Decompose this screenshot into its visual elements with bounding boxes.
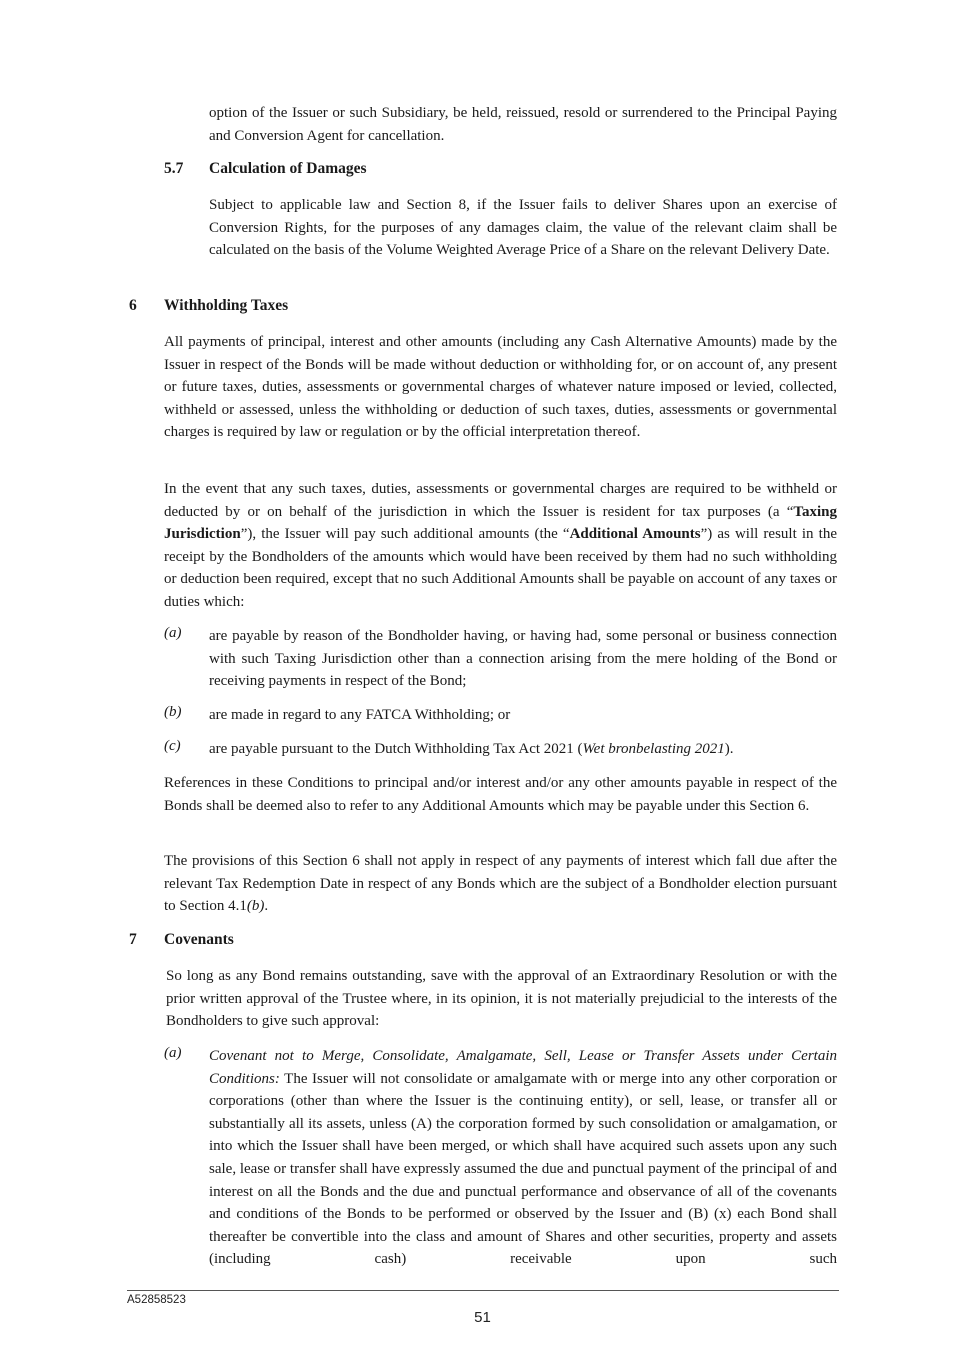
section-6-number: 6 xyxy=(129,297,137,314)
item-6-a: are payable by reason of the Bondholder having, or having had, some personal or business connection with such Taxing Jurisdiction other than a connection arising from the mere holding of the Bond or receiving payments in respect of the Bond; xyxy=(209,628,837,690)
item-6-c xyxy=(209,738,837,761)
item-6-c-part-1: are payable pursuant to the Dutch Withholding Tax Act 2021 ( xyxy=(209,741,583,757)
item-6-b: are made in regard to any FATCA Withholding; or xyxy=(209,707,511,723)
section-7-number: 7 xyxy=(129,931,137,948)
paragraph-6-4 xyxy=(164,850,837,918)
paragraph-6-4-ref: (b) xyxy=(246,898,265,915)
item-7-a-body: The Issuer will not consolidate or amalgamate with or merge into any other corporation or corporations (other than where the Issuer is the continuing entity), or sell, lease, or transfer all or substantially all its assets, unless (A) the corporation formed by such consolidation or amalgamation, or into which the Issuer shall have been merged, or which shall have acquired such assets upon any such sale, lease or transfer shall have expressly assumed the due and punctual payment of the principal of and interest on all the Bonds and the due and punctual performance and observance of all of the covenants and conditions of the Bonds to be performed or observed by the Issuer and (B) (x) each Bond shall thereafter be convertible into the class and amount of Shares and other securities, property and assets (including cash) receivable upon such xyxy=(209,1070,837,1268)
paragraph-6-2-part-3: ”) as will result in the receipt by the Bondholders of the amounts which would have been received by them had no such withholding or deduction been required, except that no such Additional Amounts shall be payable on account of any taxes or duties which: xyxy=(164,526,837,610)
paragraph-6-1: All payments of principal, interest and other amounts (including any Cash Alternative Amounts) made by the Issuer in respect of the Bonds will be made without deduction or withholding for, or on account of, any present or future taxes, duties, assessments or governmental charges of whatever nature imposed or levied, collected, withheld or assessed, unless the withholding or deduction of such taxes, duties, assessments or governmental charges is required by law or regulation or by the official interpretation thereof. xyxy=(164,334,837,441)
paragraph-5-6-continuation: option of the Issuer or such Subsidiary, be held, reissued, resold or surrendered to the Principal Paying and Conversion Agent for cancellation. xyxy=(209,105,837,144)
paragraph-6-3: References in these Conditions to principal and/or interest and/or any other amounts payable in respect of the Bonds shall be deemed also to refer to any Additional Amounts which may be payable under this Section 6. xyxy=(164,775,837,814)
section-5-7-number: 5.7 xyxy=(164,160,184,177)
item-7-a xyxy=(209,1045,837,1271)
paragraph-6-2-part-1: In the event that any such taxes, duties, assessments or governmental charges are required to be withheld or deducted by or on behalf of the jurisdiction in which the Issuer is resident for tax purposes (a “ xyxy=(164,481,837,520)
paragraph-6-2 xyxy=(164,478,837,614)
paragraph-6-2-part-2: ”), the Issuer will pay such additional amounts (the “ xyxy=(240,526,570,543)
page-number: 51 xyxy=(474,1309,491,1326)
defined-term-additional-amounts: Additional Amounts xyxy=(569,526,701,543)
footer-document-reference: A52858523 xyxy=(127,1294,186,1306)
paragraph-5-7: Subject to applicable law and Section 8, if the Issuer fails to deliver Shares upon an exercise of Conversion Rights, for the purposes of any damages claim, the value of the relevant claim shall be calculated on the basis of the Volume Weighted Average Price of a Share on the relevant Delivery Date. xyxy=(209,197,837,259)
paragraph-7-1: So long as any Bond remains outstanding, save with the approval of an Extraordinary Resolution or with the prior written approval of the Trustee where, in its opinion, it is not materially prejudicial to the interests of the Bondholders to give such approval: xyxy=(166,968,837,1030)
item-6-c-act-name: Wet bronbelasting 2021 xyxy=(582,741,725,757)
item-6-c-label: (c) xyxy=(164,738,181,754)
item-7-a-title: Covenant not to Merge, Consolidate, Amalgamate, Sell, Lease or Transfer Assets under Certain Conditions: xyxy=(209,1048,837,1087)
item-7-a-label: (a) xyxy=(164,1045,182,1061)
defined-term-taxing-jurisdiction: Taxing Jurisdiction xyxy=(164,503,837,543)
section-7-title: Covenants xyxy=(164,931,234,948)
section-6-title: Withholding Taxes xyxy=(164,297,289,314)
section-5-7-title: Calculation of Damages xyxy=(209,160,367,177)
footer-divider xyxy=(127,1290,839,1291)
item-6-b-label: (b) xyxy=(164,704,182,720)
paragraph-6-4-part-2: . xyxy=(264,898,269,915)
item-6-c-part-2: ). xyxy=(724,741,734,757)
paragraph-6-4-part-1: The provisions of this Section 6 shall not apply in respect of any payments of interest which fall due after the relevant Tax Redemption Date in respect of any Bonds which are the subject of a Bondholder election pursuant to Section 4.1 xyxy=(164,853,837,915)
item-6-a-label: (a) xyxy=(164,625,182,641)
